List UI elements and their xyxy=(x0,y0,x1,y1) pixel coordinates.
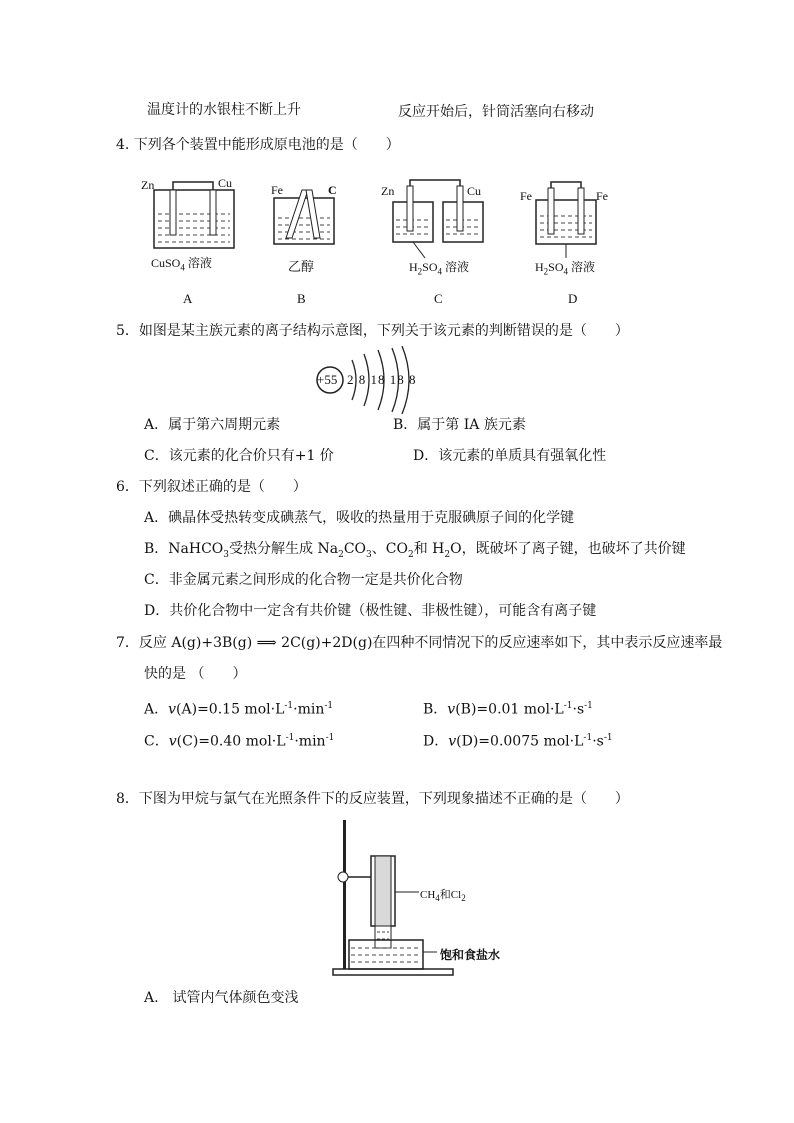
q5-option-d[interactable]: D．该元素的单质具有强氧化性 xyxy=(413,448,607,464)
q4-a-left-electrode: Zn xyxy=(141,178,155,192)
q8-option-a[interactable]: A. 试管内气体颜色变浅 xyxy=(144,990,299,1006)
q4-a-letter: A xyxy=(183,291,193,306)
q5-shell-electrons: 2 8 18 18 8 xyxy=(347,372,417,387)
q8-water-label: 饱和食盐水 xyxy=(440,948,501,962)
q7-stem-line2: 快的是 （ ） xyxy=(144,666,247,682)
q4-a-solution: CuSO$_4$ 溶液 xyxy=(151,256,212,273)
q7-option-b[interactable]: B．v(B)=0.01 $mol\cdot L^{-1}\cdot s^{-1}$ xyxy=(423,701,593,718)
q4-d-left-electrode: Fe xyxy=(520,189,532,203)
q5-option-b[interactable]: B．属于第 IA 族元素 xyxy=(393,417,526,433)
caption-thermometer: 温度计的水银柱不断上升 xyxy=(147,102,301,118)
q7-option-d[interactable]: D．v(D)=0.0075 $mol\cdot L^{-1}\cdot s^{-1}$ xyxy=(423,733,613,750)
q4-d-solution: $H_2SO_4$ 溶液 xyxy=(535,260,596,277)
q4-d-letter: D xyxy=(568,291,578,306)
q6-option-d[interactable]: D．共价化合物中一定含有共价键（极性键、非极性键），可能含有离子键 xyxy=(144,603,597,619)
q7-equilibrium-arrow: ⟹ xyxy=(256,635,277,651)
q4-b-left-electrode: Fe xyxy=(271,183,283,197)
q8-stem: 8．下图为甲烷与氯气在光照条件下的反应装置，下列现象描述不正确的是（ ） xyxy=(116,791,629,807)
q4-b-solution: 乙醇 xyxy=(288,259,315,274)
q7-option-a[interactable]: A．v(A)=0.15 $mol\cdot L^{-1}\cdot\min^{-1}$ xyxy=(144,701,334,718)
q5-stem: 5．如图是某主族元素的离子结构示意图，下列关于该元素的判断错误的是（ ） xyxy=(116,323,629,339)
q4-c-solution: $H_2SO_4$ 溶液 xyxy=(409,260,470,277)
q4-c-left-electrode: Zn xyxy=(381,184,395,198)
q6-option-b[interactable]: B．NaHCO$_3$受热分解生成 $Na_2CO_3$、$CO_2$和 $H_2O$，既破坏了离子键，也破坏了共价键 xyxy=(144,541,686,560)
q4-b-letter: B xyxy=(297,291,306,306)
q7-option-c[interactable]: C．v(C)=0.40 $mol\cdot L^{-1}\cdot\min^{-1}$ xyxy=(144,733,335,750)
q8-gas-label: $CH_4$和$Cl_2$ xyxy=(420,889,466,904)
q6-stem: 6．下列叙述正确的是（ ） xyxy=(116,479,307,495)
q4-c-letter: C xyxy=(434,291,443,306)
q5-nucleus-charge: +55 xyxy=(317,372,338,387)
q4-b-right-electrode: C xyxy=(328,183,337,197)
caption-syringe: 反应开始后，针筒活塞向右移动 xyxy=(398,104,594,120)
q5-option-c[interactable]: C．该元素的化合价只有+1 价 xyxy=(144,448,334,464)
q4-a-right-electrode: Cu xyxy=(218,176,233,190)
q4-stem: 4. 下列各个装置中能形成原电池的是（ ） xyxy=(116,137,400,153)
q6-option-c[interactable]: C．非金属元素之间形成的化合物一定是共价化合物 xyxy=(144,572,463,588)
q6-option-a[interactable]: A．碘晶体受热转变成碘蒸气，吸收的热量用于克服碘原子间的化学键 xyxy=(144,510,575,526)
q4-d-right-electrode: Fe xyxy=(596,189,608,203)
q4-c-right-electrode: Cu xyxy=(467,184,482,198)
q7-stem-line1: 7．反应 A(g)+3B(g) ⟹ 2C(g)+2D(g)在四种不同情况下的反应速率如下，其中表示反应速率最 xyxy=(116,635,723,651)
q5-option-a[interactable]: A．属于第六周期元素 xyxy=(144,417,281,433)
